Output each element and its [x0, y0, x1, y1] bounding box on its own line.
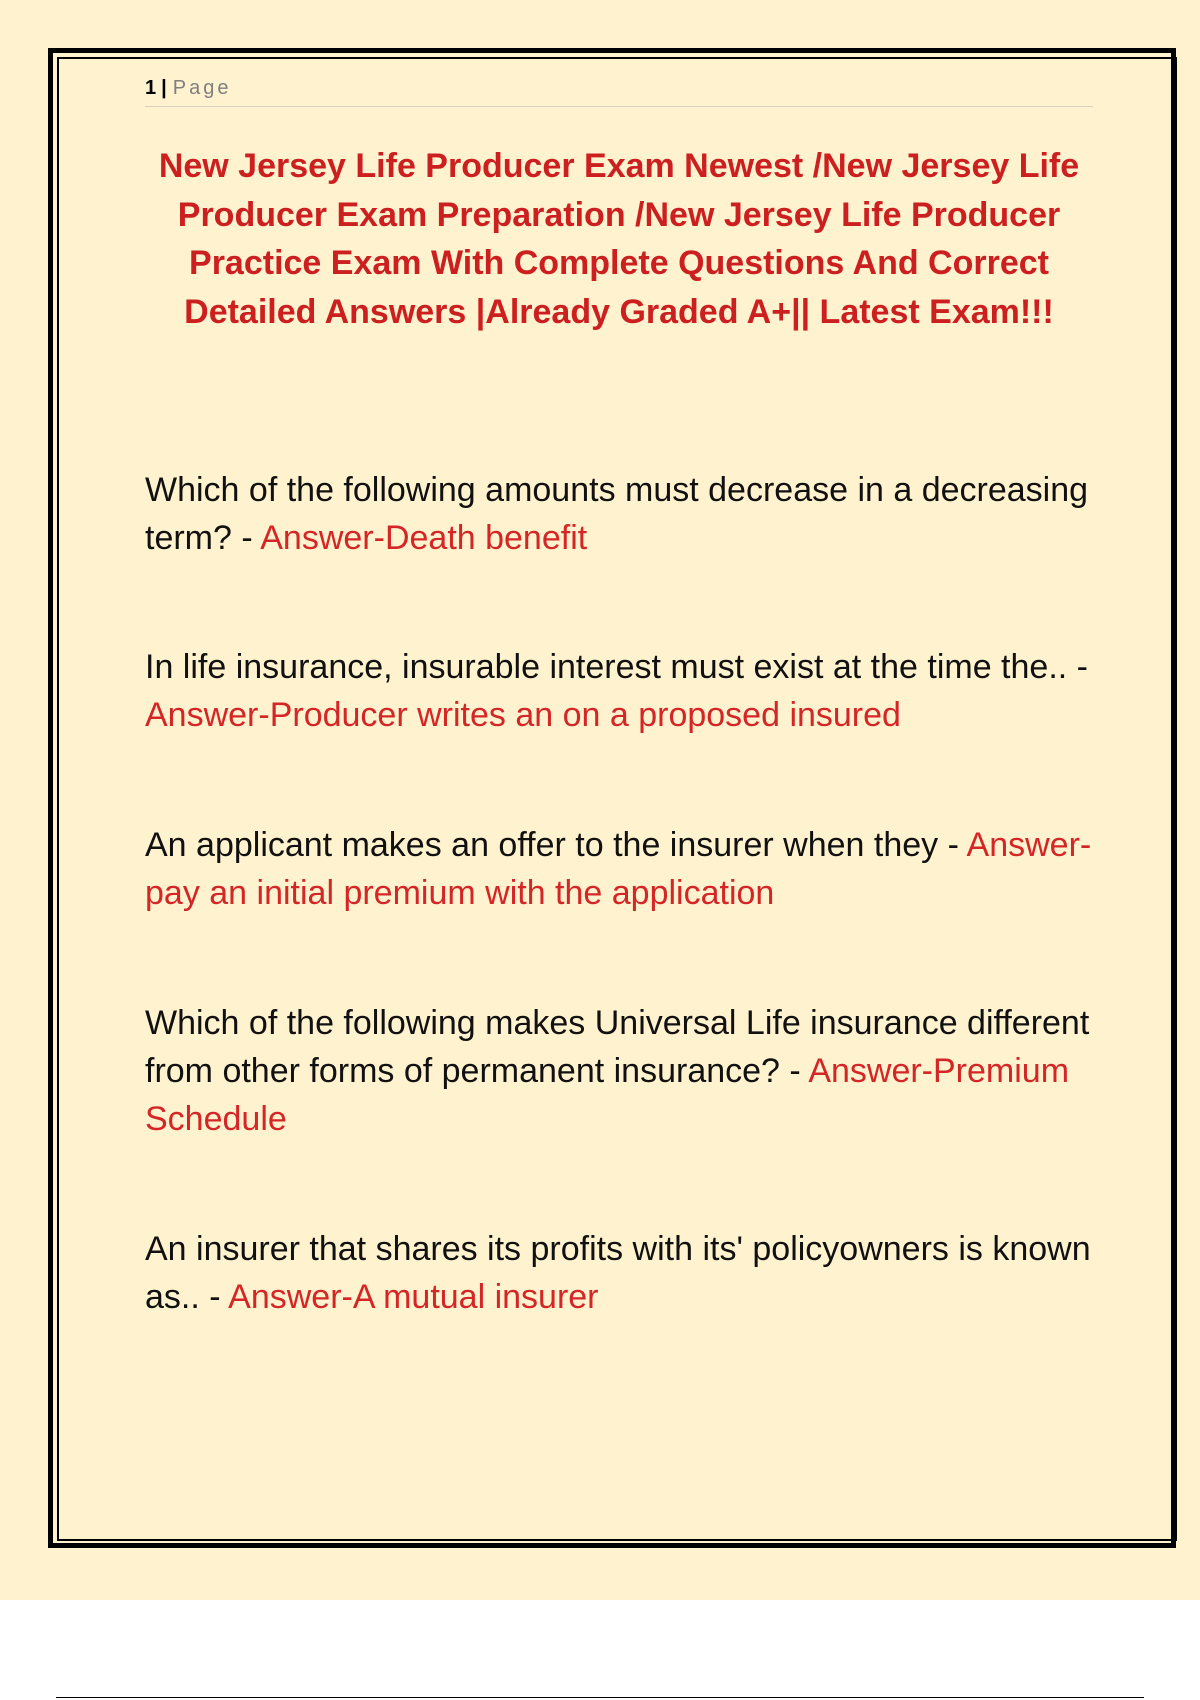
- qa-item-2: [145, 643, 1093, 739]
- page-number: 1: [145, 77, 157, 99]
- document-title: New Jersey Life Producer Exam Newest /New Jersey Life Producer Exam Preparation /New Jersey Life Producer Practice Exam With Complete Questions And Correct Detailed Answers |Already Graded A+|| Latest Exam!!!: [158, 147, 1080, 331]
- qa-item-4: [145, 999, 1093, 1143]
- qa-item-3: [145, 821, 1093, 917]
- next-page-rule: [56, 1697, 1144, 1698]
- answer-text: Answer-Death benefit: [260, 519, 588, 557]
- question-text: An insurer that shares its profits with its' policyowners is known as.. -: [145, 1230, 1091, 1316]
- answer-text: Answer-Premium Schedule: [145, 1052, 1070, 1138]
- qa-item-5: [145, 1225, 1093, 1321]
- page-word: Page: [172, 77, 232, 99]
- page-header: [145, 74, 1093, 107]
- question-text: Which of the following makes Universal Life insurance different from other forms of permanent insurance? -: [145, 1004, 1090, 1090]
- answer-text: Answer-pay an initial premium with the application: [145, 826, 1092, 912]
- page-separator: |: [161, 77, 167, 99]
- question-text: In life insurance, insurable interest must exist at the time the.. -: [145, 648, 1088, 686]
- answer-text: Answer-A mutual insurer: [228, 1278, 599, 1316]
- question-text: An applicant makes an offer to the insurer when they -: [145, 826, 967, 864]
- qa-item-1: [145, 466, 1093, 562]
- answer-text: Answer-Producer writes an on a proposed insured: [145, 696, 901, 734]
- question-text: Which of the following amounts must decrease in a decreasing term? -: [145, 471, 1089, 557]
